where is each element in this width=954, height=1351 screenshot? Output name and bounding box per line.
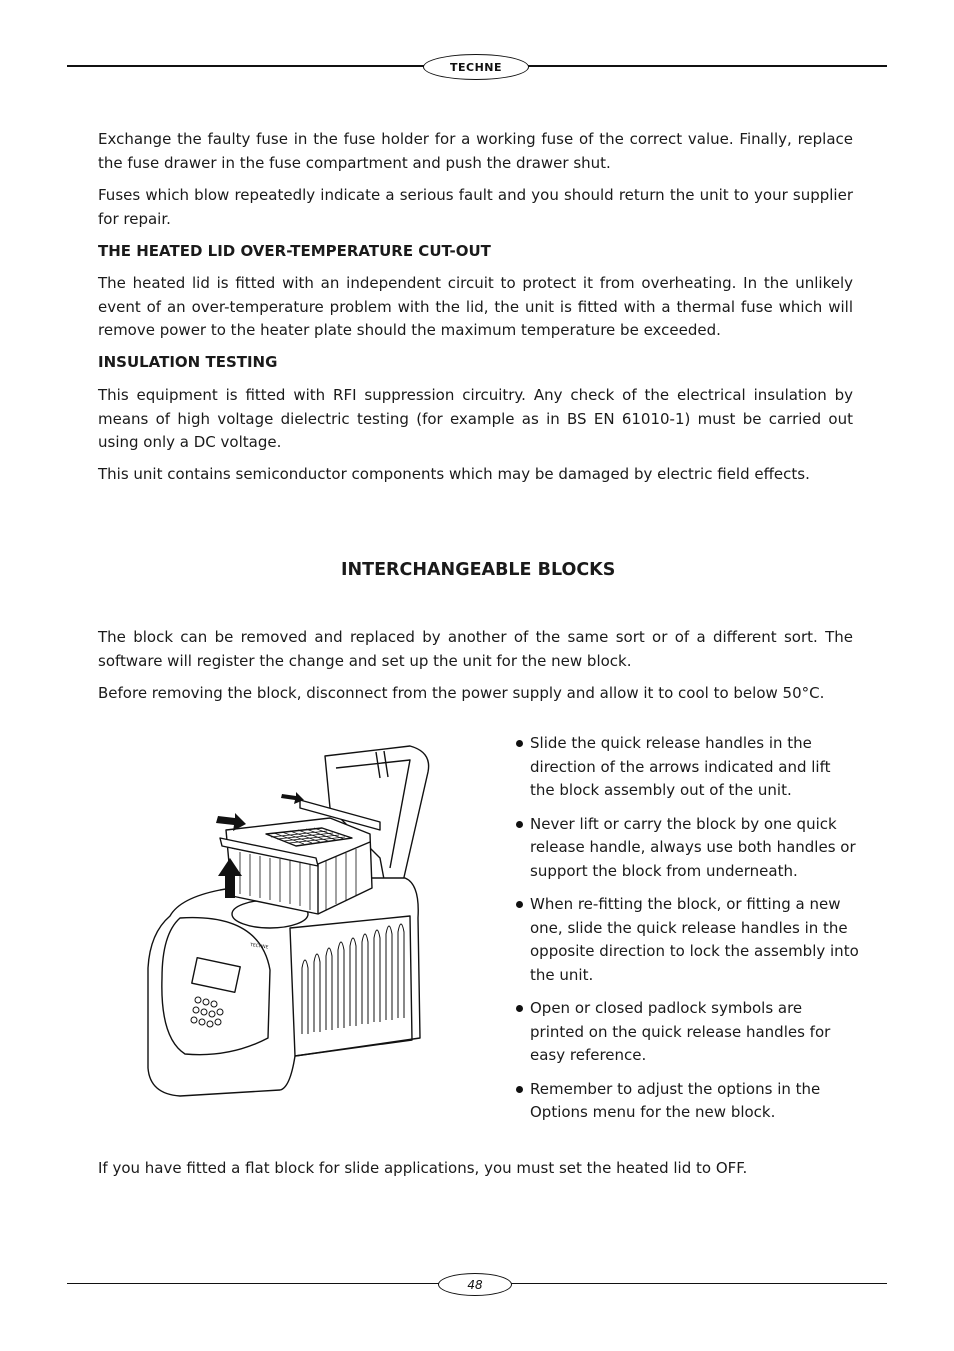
list-item <box>514 732 859 803</box>
bullet-icon <box>516 1005 523 1012</box>
paragraph-block-removal: Before removing the block, disconnect from the power supply and allow it to cool to below 50°C. <box>98 684 825 702</box>
bullet-icon <box>516 1086 523 1093</box>
list-item-text: Open or closed padlock symbols are printed on the quick release handles for easy reference. <box>530 999 831 1064</box>
logo-text: TECHNE <box>449 60 503 74</box>
list-item-text: Never lift or carry the block by one quick release handle, always use both handles or support the block from underneath. <box>530 814 856 880</box>
page-number: 48 <box>438 1273 512 1296</box>
techne-logo <box>423 54 529 80</box>
thermal-cycler-illustration <box>140 738 440 1100</box>
bullet-icon <box>516 901 523 908</box>
paragraph-insulation: This equipment is fitted with RFI suppression circuitry. Any check of the electrical insulation by means of high voltage dielectric testing (for example as in BS EN 61010-1) must be carried out using only a DC voltage. <box>98 386 853 451</box>
paragraph-semiconductor: This unit contains semiconductor components which may be damaged by electric field effects. <box>98 465 810 483</box>
list-item <box>514 1078 859 1125</box>
list-item <box>514 893 859 987</box>
list-item-text: Remember to adjust the options in the Options menu for the new block. <box>530 1079 821 1121</box>
paragraph-block-change: The block can be removed and replaced by another of the same sort or of a different sort. The software will register the change and set up the unit for the new block. <box>98 628 853 670</box>
list-item <box>514 997 859 1068</box>
bullet-icon <box>516 821 523 828</box>
heading-insulation-testing: INSULATION TESTING <box>98 353 278 371</box>
heading-heated-lid: THE HEATED LID OVER-TEMPERATURE CUT-OUT <box>98 242 491 260</box>
paragraph-fuse-exchange: Exchange the faulty fuse in the fuse holder for a working fuse of the correct value. Finally, replace the fuse drawer in the fuse compartment and push the drawer shut. <box>98 130 853 172</box>
paragraph-flat-block-note: If you have fitted a flat block for slide applications, you must set the heated lid to OFF. <box>98 1159 748 1177</box>
paragraph-fuse-repair: Fuses which blow repeatedly indicate a serious fault and you should return the unit to your supplier for repair. <box>98 186 853 228</box>
device-label: TECHNE <box>249 943 269 951</box>
list-item-text: When re-fitting the block, or fitting a new one, slide the quick release handles in the opposite direction to lock the assembly into the unit. <box>530 895 859 984</box>
list-item-text: Slide the quick release handles in the direction of the arrows indicated and lift the block assembly out of the unit. <box>530 734 831 799</box>
section-title: INTERCHANGEABLE BLOCKS <box>341 560 616 580</box>
bullet-icon <box>516 740 523 747</box>
paragraph-heated-lid: The heated lid is fitted with an independent circuit to protect it from overheating. In the unlikely event of an over-temperature problem with the lid, the unit is fitted with a thermal fuse which will remove power to the heater plate should the maximum temperature be exceeded. <box>98 274 853 339</box>
instruction-list <box>514 732 859 1135</box>
list-item <box>514 813 859 884</box>
